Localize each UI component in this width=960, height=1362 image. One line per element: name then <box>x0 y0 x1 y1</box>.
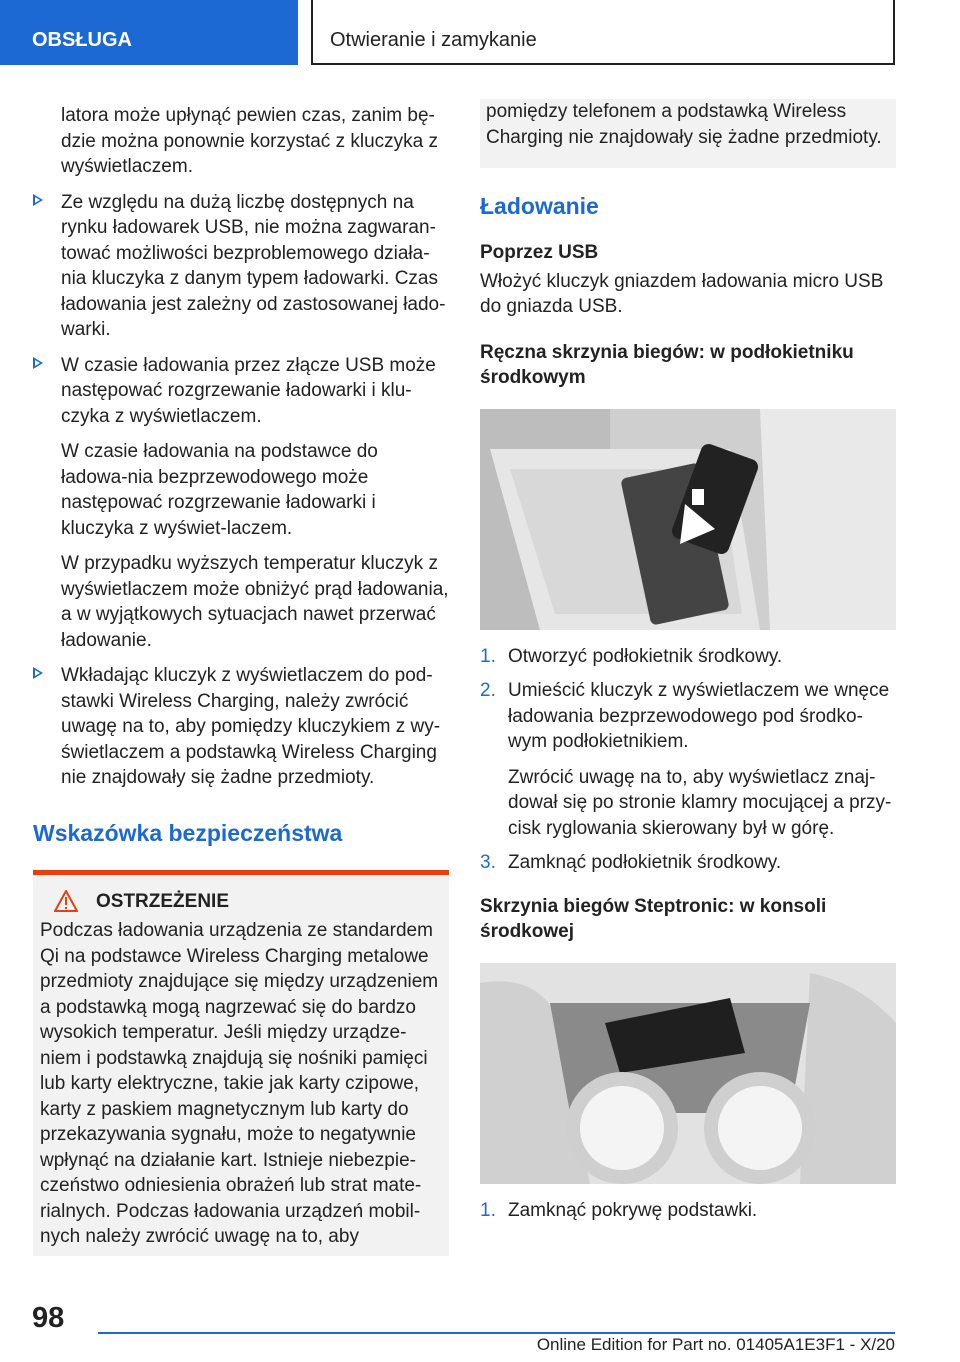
bullet-triangle-icon <box>33 667 43 679</box>
bullet-triangle-icon <box>33 357 43 369</box>
list-item: 1. Otworzyć podłokietnik środkowy. <box>480 645 783 667</box>
footer-edition: Online Edition for Part no. 01405A1E3F1 - X/20 <box>536 1335 895 1354</box>
safety-heading: Wskazówka bezpieczeństwa <box>33 819 343 846</box>
console-image <box>480 963 896 1184</box>
bullet-item: Ze względu na dużą liczbę dostępnych na rynku ładowarek USB, nie można zagwaran-tować możliwości bezproblemowego działa-nia kluczyka z danym typem ładowarki. Czas ładowania jest zależny od zastosowanej łado-warki. <box>33 190 449 343</box>
warning-title: OSTRZEŻENIE <box>96 890 230 912</box>
armrest-image <box>480 409 896 630</box>
bullet-item: W czasie ładowania przez złącze USB może następować rozgrzewanie ładowarki i klu-czyka z wyświetlaczem. <box>33 353 449 430</box>
warning-text: Podczas ładowania urządzenia ze standardem Qi na podstawce Wireless Charging metalowe przedmioty znajdujące się między urządzeniem a podstawką mogą nagrzewać się do bardzo wysokich temperatur. Jeśli między urządze-niem i podstawką znajdują się nośniki pamięci lub karty elektryczne, takie jak karty czipowe, karty z paskiem magnetycznym lub karty do przekazywania sygnału, może to negatywnie wpłynąć na działanie kart. Istnieje niebezpie-czeństwo odniesienia obrażeń lub strat mate-rialnych. Podczas ładowania urządzeń mobil-nych należy zwrócić uwagę na to, aby <box>40 920 439 1247</box>
page-number: 98 <box>32 1302 65 1334</box>
chapter-title: Otwieranie i zamykanie <box>311 0 895 65</box>
steptronic-heading: Skrzynia biegów Steptronic: w konsoli środkowej <box>480 895 827 942</box>
armrest-photo <box>480 409 896 630</box>
list-subtext: Zwrócić uwagę na to, aby wyświetlacz znaj-dował się po stronie klamry mocującej a przy-cisk ryglowania skierowany był w górę. <box>508 766 892 839</box>
left-column <box>33 103 449 1256</box>
list-item: 1. Zamknąć pokrywę podstawki. <box>480 1199 758 1221</box>
bullet-triangle-icon <box>33 194 43 206</box>
warning-header <box>40 889 443 915</box>
section-tab: OBSŁUGA <box>0 0 298 65</box>
usb-text: Włożyć kluczyk gniazdem ładowania micro USB do gniazda USB. <box>480 270 884 317</box>
intro-text: latora może upłynąć pewien czas, zanim bę-dzie można ponownie korzystać z kluczyka z wyświetlaczem. <box>61 105 438 177</box>
warning-continuation: pomiędzy telefonem a podstawką Wireless Charging nie znajdowały się żadne przedmioty. <box>480 99 896 168</box>
list-item: 3. Zamknąć podłokietnik środkowy. <box>480 852 782 873</box>
bullet-item: Wkładając kluczyk z wyświetlaczem do pod-stawki Wireless Charging, należy zwrócić uwagę na to, aby pomiędzy kluczykiem z wy-świetlaczem a podstawką Wireless Charging nie znajdowały się żadne przedmioty. <box>33 663 449 791</box>
usb-heading: Poprzez USB <box>480 242 599 263</box>
console-photo <box>480 963 896 1184</box>
bullet-subtext: W przypadku wyższych temperatur kluczyk z wyświetlaczem może obniżyć prąd ładowania, a w wyjątkowych sytuacjach nawet przerwać ładowanie. <box>61 553 449 651</box>
warning-box <box>33 870 449 1256</box>
manual-heading: Ręczna skrzynia biegów: w podłokietniku środkowym <box>480 341 854 388</box>
list-item: 2. Umieścić kluczyk z wyświetlaczem we wnęce ładowania bezprzewodowego pod środko-wym podłokietnikiem. <box>480 680 890 752</box>
bullet-subtext: W czasie ładowania na podstawce do ładowa-nia bezprzewodowego może następować rozgrzewanie ładowarki i kluczyka z wyświet-laczem. <box>61 441 378 539</box>
section-heading: Ładowanie <box>480 193 599 219</box>
right-column <box>480 103 896 1223</box>
warning-triangle-icon <box>54 890 78 912</box>
footer-divider <box>98 1332 895 1334</box>
